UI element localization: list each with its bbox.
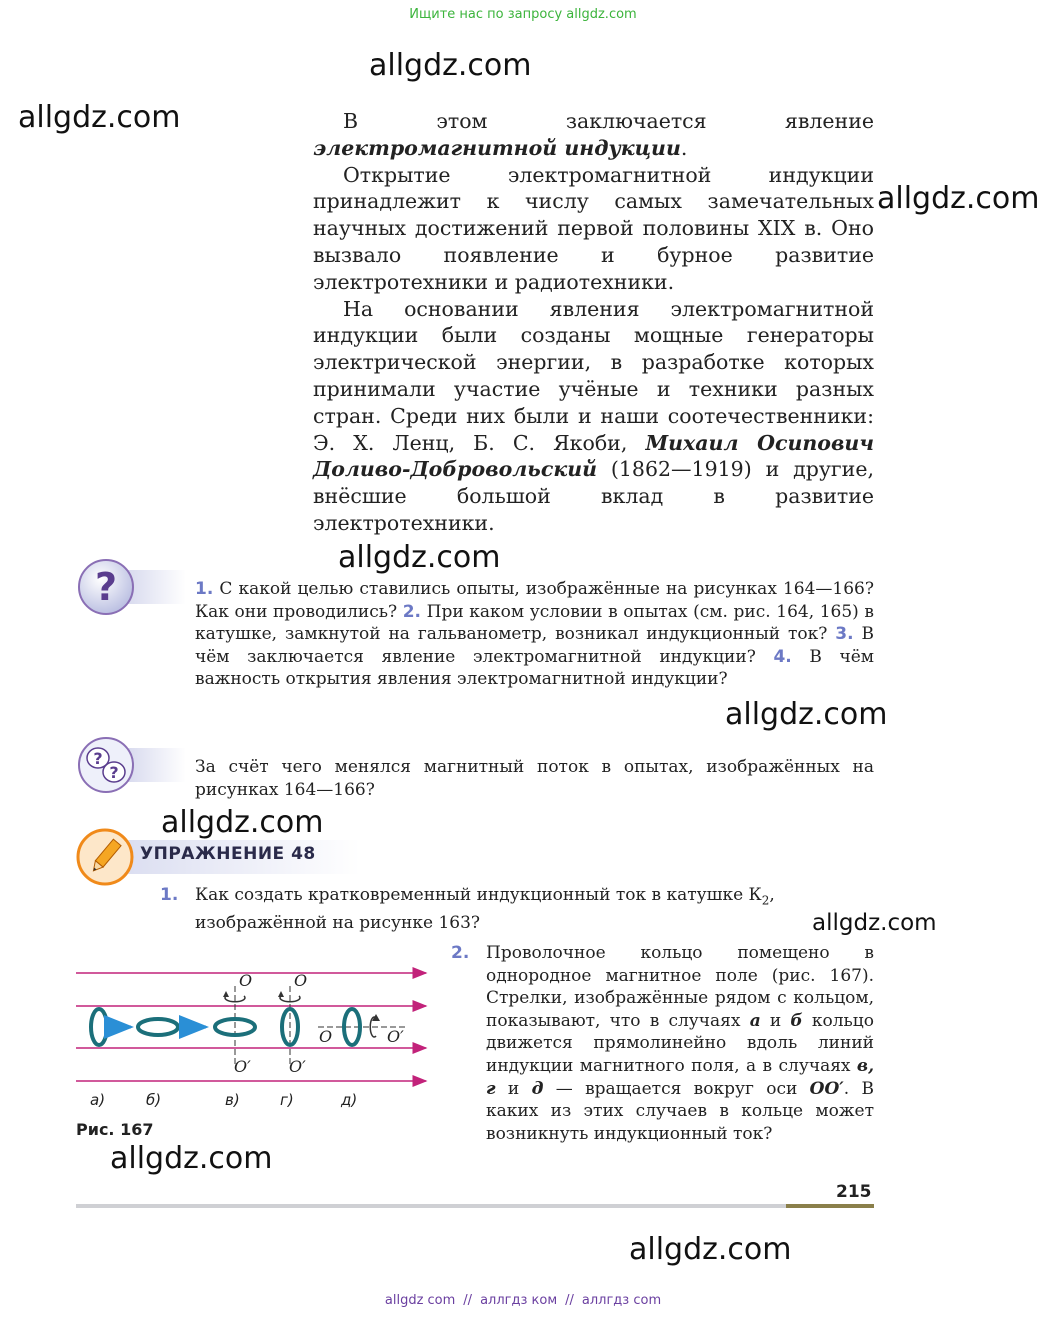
figure-167 [76,964,436,1088]
page-number: 215 [836,1182,872,1202]
watermark: allgdz.com [161,805,324,840]
svg-text:?: ? [94,565,118,609]
footer-rule-accent [786,1204,874,1208]
axis-label-bottom: O′ [289,1057,306,1076]
discussion-icon [76,734,186,800]
paragraph-2: Открытие электромагнитной индукции принадлежит к числу самых замечательных научных достижений первой половины XIX в. Оно вызвало появление и бурное развитие электротехники и радиотехники. [313,162,874,294]
watermark: allgdz.com [369,48,532,83]
top-banner[interactable]: Ищите нас по запросу allgdz.com [409,7,637,22]
exercise-number: 2. [451,943,470,963]
pencil-icon [76,828,136,892]
axis-label-bottom: O′ [234,1057,251,1076]
watermark: allgdz.com [725,697,888,732]
paragraph-3: На основании явления электромагнитной индукции были созданы мощные генераторы электрической энергии, в разработке которых принимали участие учёные и техники разных стран. Среди них были и наши соотечественники: Э. Х. Ленц, Б. С. Якоби, Михаил Осипович Доливо-Добровольский (1862—1919) и другие, внёсшие большой вклад в развитие электротехники. [313,296,874,535]
figure-label-e: д) [341,1091,358,1109]
paragraph-1: В этом заключается явление электромагнитной индукции. [313,109,874,160]
ring-a [91,1009,107,1045]
svg-text:?: ? [93,749,103,768]
figure-caption: Рис. 167 [76,1120,154,1139]
svg-text:?: ? [109,763,119,782]
main-text [313,108,874,537]
question-icon [76,556,186,622]
figure-label-c: в) [225,1091,240,1109]
watermark: allgdz.com [812,910,937,936]
watermark: allgdz.com [877,181,1040,216]
exercise-number: 1. [160,885,179,905]
figure-label-a: а) [90,1091,106,1109]
ring-b [138,1019,178,1035]
question-number: 3. [835,624,854,645]
axis-label-right: O′ [387,1027,404,1046]
watermark: allgdz.com [338,540,501,575]
watermark: allgdz.com [629,1232,792,1267]
questions-block: 1. С какой целью ставились опыты, изображённые на рисунках 164—166? Как они проводились? 2. При каком условии в опытах (см. рис. 164, 165) в катушке, замкнутой на гальванометр, возникал индукционный ток? 3. В чём заключается явление электромагнитной индукции? 4. В чём важность открытия явления электромагнитной индукции? [195,579,874,690]
question-number: 4. [773,646,792,667]
axis-label-top: O [239,971,253,990]
figure-label-b: б) [146,1091,162,1109]
question-number: 1. [195,579,214,599]
watermark: allgdz.com [18,100,181,135]
figure-label-d: г) [280,1091,294,1109]
exercise-title: УПРАЖНЕНИЕ 48 [140,844,316,864]
bottom-banner[interactable]: allgdz com // аллгдз ком // аллгдз com [384,1293,662,1308]
question-number: 2. [402,601,422,622]
exercise-item-1: 1. Как создать кратковременный индукционный ток в катушке $К_2$, изображённой на рисунке 163? [160,885,775,933]
axis-label-top: O [294,971,308,990]
discussion-text: За счёт чего менялся магнитный поток в опытах, изображённых на рисунках 164—166? [195,757,874,800]
exercise-item-2: 2. Проволочное кольцо помещено в однородное магнитное поле (рис. 167). Стрелки, изображённые рядом с кольцом, показывают, что в случаях а и б кольцо движется прямолинейно вдоль линий индукции магнитного поля, а в случаях в, г и д — вращается вокруг оси OO′. В каких из этих случаев в кольце может возникнуть индукционный ток? [451,943,874,1144]
footer-rule [76,1204,874,1208]
watermark: allgdz.com [110,1141,273,1176]
axis-label-left: O [319,1027,333,1046]
